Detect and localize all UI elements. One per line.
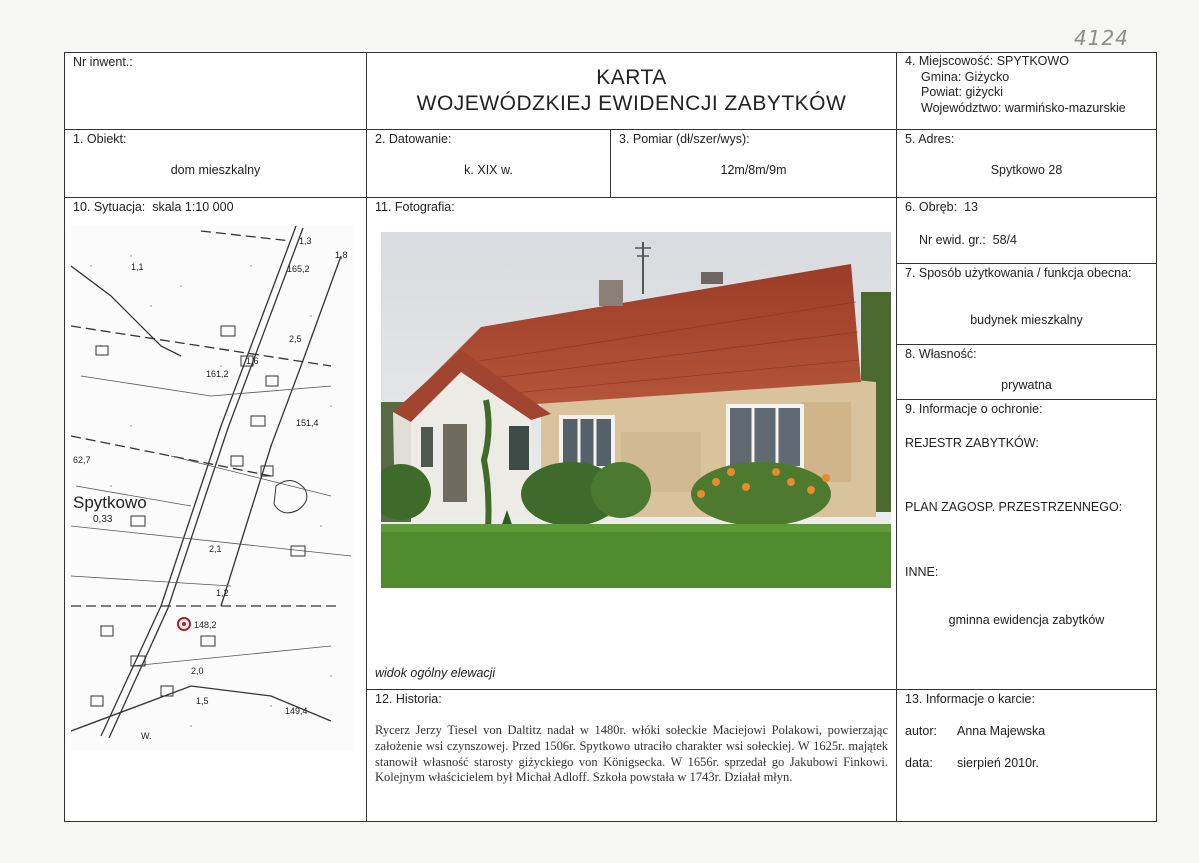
scale: skala 1:10 000 (152, 200, 234, 214)
map-label-18: 1,8 (335, 250, 348, 260)
location-cell (896, 52, 1157, 130)
karta-label: 13. Informacje o karcie: (905, 692, 1035, 706)
map-label-148: 148,2 (194, 620, 217, 630)
autor-row (905, 724, 1045, 738)
nr-ewid-value: 58/4 (992, 233, 1017, 247)
pomiar-label: 3. Pomiar (dł/szer/wys): (619, 132, 750, 146)
map-label-161: 161,2 (206, 369, 229, 379)
obiekt-label: 1. Obiekt: (73, 132, 127, 146)
historia-cell (366, 689, 897, 822)
map-label-25: 2,5 (289, 334, 302, 344)
nr-ewid: Nr ewid. gr.: 58/4 (919, 233, 1017, 247)
obiekt-cell (64, 129, 367, 198)
data-value: sierpień 2010r. (957, 756, 1040, 770)
map-label-165: 165,2 (287, 264, 310, 274)
map-label-w: W. (141, 731, 152, 741)
powiat: Powiat: giżycki (921, 85, 1003, 99)
obiekt-value: dom mieszkalny (170, 163, 261, 177)
map-label-12: 1,2 (216, 588, 229, 598)
autor-label: autor: (905, 724, 937, 738)
data-label: data: (905, 756, 933, 770)
map-label-spytkowo: Spytkowo (73, 493, 147, 512)
nr-inwent-label: Nr inwent.: (73, 55, 133, 69)
adres-cell (896, 129, 1157, 198)
obreb-cell (896, 197, 1157, 264)
adres-value: Spytkowo 28 (990, 163, 1063, 177)
title-cell (366, 52, 897, 130)
map-label-151: 151,4 (296, 418, 319, 428)
wojewodztwo: Województwo: warmińsko-mazurskie (921, 100, 1126, 115)
situation-map (71, 226, 353, 750)
map-label-15: 1,5 (196, 696, 209, 706)
wlasnosc-label: 8. Własność: (905, 347, 977, 361)
pomiar-value: 12m/8m/9m (720, 163, 787, 177)
map-label-033: 0,33 (93, 514, 113, 525)
map-label-20: 2,0 (191, 666, 204, 676)
sposob-label: 7. Sposób użytkowania / funkcja obecna: (905, 266, 1132, 280)
wlasnosc-value: prywatna (1001, 378, 1052, 392)
gmina: Gmina: Giżycko (921, 69, 1010, 84)
ochrona-label: 9. Informacje o ochronie: (905, 402, 1043, 416)
obreb-value: 13 (964, 200, 978, 214)
house-photo (381, 232, 891, 588)
fotografia-label: 11. Fotografia: (375, 200, 455, 214)
sposob-value: budynek mieszkalny (970, 313, 1083, 327)
datowanie-cell (366, 129, 611, 198)
data-row (905, 756, 1039, 770)
datowanie-label: 2. Datowanie: (375, 132, 452, 146)
karta-cell (896, 689, 1157, 822)
wlasnosc-cell (896, 344, 1157, 400)
pomiar-cell (610, 129, 897, 198)
map-label-21: 2,1 (209, 544, 222, 554)
historia-text: Rycerz Jerzy Tiesel von Daltitz nadał w 1480r. włóki sołeckie Maciejowi Polakowi, powierzając założenie wsi czynszowej. Przed 1506r. Spytkowo utraciło charakter wsi sołeckiej. W 1625r. majątek stanowił własność starosty giżyckiego von Königsecka. W 1656r. sprzedał go Jakubowi Finkowi. Kolejnym właścicielem był Michał Adloff. Szkoła powstała w 1743r. Działał młyn. (375, 723, 888, 785)
map-label-11: 1,1 (131, 262, 144, 272)
map-label-149: 149,4 (285, 706, 308, 716)
rejestr-label: REJESTR ZABYTKÓW: (905, 436, 1039, 450)
sposob-cell (896, 263, 1157, 345)
miejscowosc: 4. Miejscowość: SPYTKOWO (905, 54, 1069, 68)
sytuacja-label: 10. Sytuacja: skala 1:10 000 (73, 200, 234, 214)
autor-value: Anna Majewska (957, 724, 1046, 738)
inne-value: gminna ewidencja zabytków (948, 613, 1105, 627)
datowanie-value: k. XIX w. (464, 163, 513, 177)
historia-label: 12. Historia: (375, 692, 442, 706)
map-label-16: 1,6 (246, 356, 259, 366)
card-title: KARTA (596, 66, 667, 89)
obreb-label: 6. Obręb: 13 (905, 200, 978, 214)
card-number: 4124 (1074, 26, 1129, 50)
sytuacja-cell (64, 197, 367, 822)
photo-caption: widok ogólny elewacji (375, 666, 496, 680)
map-label-13: 1,3 (299, 236, 312, 246)
nr-inwent-cell (64, 52, 367, 130)
card-subtitle: WOJEWÓDZKIEJ EWIDENCJI ZABYTKÓW (416, 92, 847, 115)
plan-label: PLAN ZAGOSP. PRZESTRZENNEGO: (905, 500, 1123, 514)
inne-label: INNE: (905, 565, 939, 579)
map-label-627: 62,7 (73, 455, 91, 465)
ochrona-cell (896, 399, 1157, 690)
fotografia-cell (366, 197, 897, 690)
adres-label: 5. Adres: (905, 132, 955, 146)
